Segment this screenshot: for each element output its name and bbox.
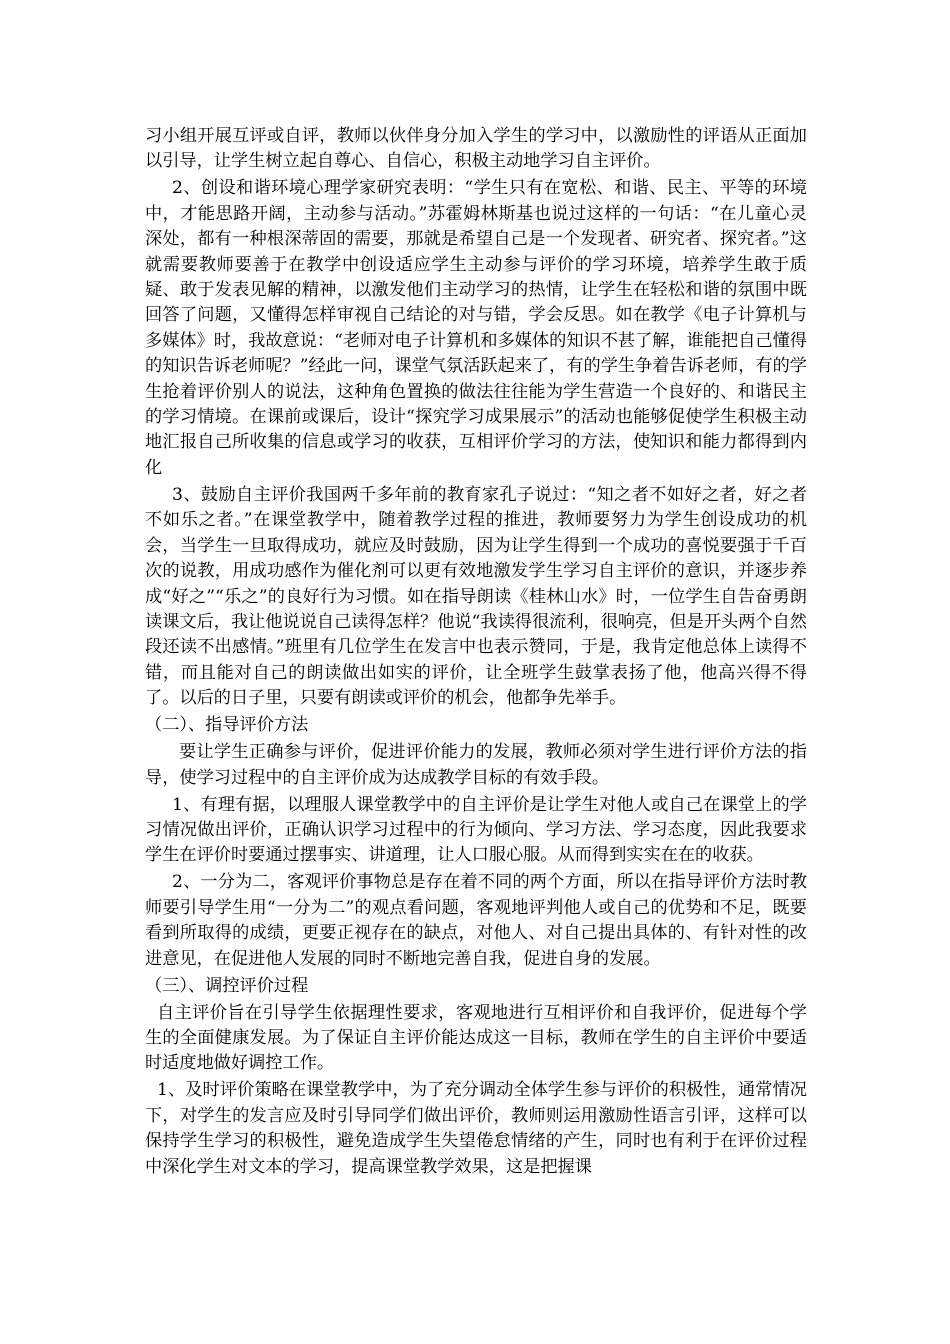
paragraph-control-intro: 自主评价旨在引导学生依据理性要求，客观地进行互相评价和自我评价，促进每个学生的全面健康发展。为了保证自主评价能达成这一目标，教师在学生的自主评价中要适时适度地做好调控工作。: [145, 1002, 807, 1074]
document-body: [145, 124, 807, 1182]
section-heading-guide-methods: （二）、指导评价方法: [145, 715, 309, 736]
paragraph-continuation: 习小组开展互评或自评，教师以伙伴身分加入学生的学习中，以激励性的评语从正面加以引导，让学生树立起自尊心、自信心，积极主动地学习自主评价。: [145, 126, 807, 172]
paragraph-reasoned-evaluation: 1、有理有据，以理服人课堂教学中的自主评价是让学生对他人或自己在课堂上的学习情况做出评价，正确认识学习过程中的行为倾向、学习方法、学习态度，因此我要求学生在评价时要通过摆事实、讲道理，让人口服心服。从而得到实实在在的收获。: [145, 794, 807, 866]
paragraph-timely-evaluation: 1、及时评价策略在课堂教学中，为了充分调动全体学生参与评价的积极性，通常情况下，对学生的发言应及时引导同学们做出评价，教师则运用激励性语言引评，这样可以保持学生学习的积极性，避免造成学生失望倦怠情绪的产生，同时也有利于在评价过程中深化学生对文本的学习，提高课堂教学效果，这是把握课: [145, 1080, 807, 1177]
paragraph-guide-intro: 要让学生正确参与评价，促进评价能力的发展，教师必须对学生进行评价方法的指导，使学习过程中的自主评价成为达成教学目标的有效手段。: [145, 742, 807, 788]
paragraph-harmonious-environment: 2、创设和谐环境心理学家研究表明：“学生只有在宽松、和谐、民主、平等的环境中，才能思路开阔，主动参与活动。”苏霍姆林斯基也说过这样的一句话：“在儿童心灵深处，都有一种根深蒂固的需要，那就是希望自己是一个发现者、研究者、探究者。”这就需要教师要善于在教学中创设适应学生主动参与评价的学习环境，培养学生敢于质疑、敢于发表见解的精神，以激发他们主动学习的热情，让学生在轻松和谐的氛围中既回答了问题，又懂得怎样审视自己结论的对与错，学会反思。如在教学《电子计算机与多媒体》时，我故意说：“老师对电子计算机和多媒体的知识不甚了解，谁能把自己懂得的知识告诉老师呢？”经此一问，课堂气氛活跃起来了，有的学生争着告诉老师，有的学生抢着评价别人的说法，这种角色置换的做法往往能为学生营造一个良好的、和谐民主的学习情境。在课前或课后，设计“探究学习成果展示”的活动也能够促使学生积极主动地汇报自己所收集的信息或学习的收获，互相评价学习的方法，使知识和能力都得到内化: [145, 178, 807, 478]
paragraph-objective-evaluation: 2、一分为二，客观评价事物总是存在着不同的两个方面，所以在指导评价方法时教师要引导学生用“一分为二”的观点看问题，客观地评判他人或自己的优势和不足，既要看到所取得的成绩，更要正视存在的缺点，对他人、对自己提出具体的、有针对性的改进意见，在促进他人发展的同时不断地完善自我，促进自身的发展。: [145, 872, 807, 969]
section-heading-control-process: （三）、调控评价过程: [145, 975, 309, 996]
paragraph-encourage-self-evaluation: 3、鼓励自主评价我国两千多年前的教育家孔子说过：“知之者不如好之者，好之者不如乐之者。”在课堂教学中，随着教学过程的推进，教师要努力为学生创设成功的机会，当学生一旦取得成功，就应及时鼓励，因为让学生得到一个成功的喜悦要强于千百次的说教，用成功感作为催化剂可以更有效地激发学生学习自主评价的意识，并逐步养成“好之”“乐之”的良好行为习惯。如在指导朗读《桂林山水》时，一位学生自告奋勇朗读课文后，我让他说说自己读得怎样？他说“我读得很流利，很响亮，但是开头两个自然段还读不出感情。”班里有几位学生在发言中也表示赞同，于是，我肯定他总体上读得不错，而且能对自己的朗读做出如实的评价，让全班学生鼓掌表扬了他，他高兴得不得了。以后的日子里，只要有朗读或评价的机会，他都争先举手。: [145, 484, 807, 709]
